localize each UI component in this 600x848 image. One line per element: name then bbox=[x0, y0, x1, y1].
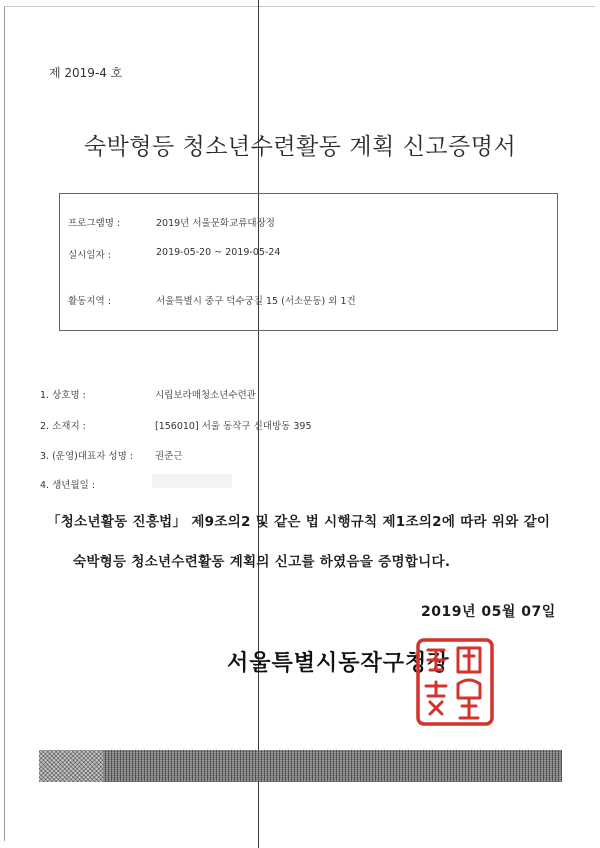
program-name-value: 2019년 서울문화교류대장정 bbox=[156, 218, 275, 229]
document-number: 제 2019-4 호 bbox=[49, 66, 123, 80]
program-info-box bbox=[59, 193, 558, 331]
period-value: 2019-05-20 ~ 2019-05-24 bbox=[156, 247, 281, 258]
statement-line-2: 숙박형등 청소년수련활동 계획의 신고를 하였음을 증명합니다. bbox=[73, 554, 451, 570]
birthdate-label: 4. 생년월일 : bbox=[40, 480, 96, 491]
program-name-label: 프로그램명 : bbox=[68, 218, 121, 229]
period-label: 실시일자 : bbox=[68, 250, 111, 261]
representative-value: 권준근 bbox=[155, 451, 183, 462]
business-name-label: 1. 상호명 : bbox=[40, 390, 86, 401]
barcode-redaction bbox=[39, 750, 562, 782]
issuer-name: 서울특별시동작구청장 bbox=[227, 651, 450, 676]
redaction-block bbox=[39, 750, 103, 782]
official-seal-icon bbox=[414, 636, 496, 728]
representative-label: 3. (운영)대표자 성명 : bbox=[40, 451, 133, 462]
business-name-value: 시립보라매청소년수련관 bbox=[155, 390, 256, 401]
address-value: [156010] 서울 동작구 신대방동 395 bbox=[155, 421, 312, 432]
address-label: 2. 소재지 : bbox=[40, 421, 86, 432]
region-label: 활동지역 : bbox=[68, 296, 111, 307]
region-value: 서울특별시 중구 덕수궁길 15 (서소문동) 외 1건 bbox=[156, 296, 356, 307]
issue-date: 2019년 05월 07일 bbox=[421, 604, 556, 620]
statement-line-1: 「청소년활동 진흥법」 제9조의2 및 같은 법 시행규칙 제1조의2에 따라 위와 같이 bbox=[47, 514, 551, 530]
birthdate-redaction bbox=[152, 474, 232, 488]
document-title: 숙박형등 청소년수련활동 계획 신고증명서 bbox=[83, 134, 517, 160]
